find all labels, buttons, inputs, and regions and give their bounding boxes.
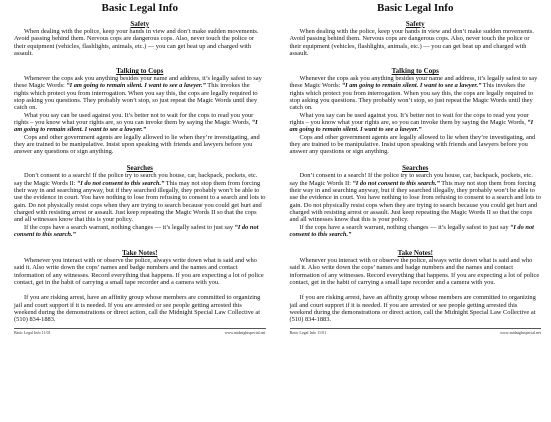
searches-paragraph-2 bbox=[14, 224, 266, 239]
searches-text: Don’t consent to a search! If the police try to search you house, car, backpack, pockets, etc. say the Magic Words II: bbox=[14, 172, 258, 187]
talking-paragraph-1 bbox=[290, 75, 542, 111]
talking-paragraph-2 bbox=[290, 112, 542, 134]
magic-words-quote: “I am going to remain silent. I want to see a lawyer.” bbox=[341, 82, 482, 90]
section-heading-talking: Talking to Cops bbox=[391, 67, 439, 76]
magic-words-quote: “I am going to remain silent. I want to see a lawyer.” bbox=[289, 118, 534, 134]
section-heading-safety: Safety bbox=[405, 20, 425, 28]
searches-paragraph-1 bbox=[14, 172, 266, 223]
talking-text: Whenever the cops ask you anything besides your name and address, it’s legally safest to say these Magic Words: bbox=[14, 75, 262, 90]
searches-text: If the cops have a search warrant, nothing changes — it’s legally safest to just say bbox=[24, 223, 235, 231]
searches-text: This may not stop them from forcing their way in and searching anyway, but if they searched illegally, they probably won’t be able to use the evidence in court. You have nothing to lose from refusing to consent to a search and lots to gain. Do not physically resist cops when they are trying to search because you could get hurt and charged with resisting arrest or assault. Just keep repeating the Magic Words II so that the cops and all witnesses know that this is your policy. bbox=[14, 179, 266, 224]
section-heading-searches: Searches bbox=[402, 164, 429, 173]
footer-rule bbox=[290, 328, 542, 329]
magic-words-ii-quote: “I do not consent to this search.” bbox=[289, 223, 534, 238]
magic-words-ii-quote: “I do not consent to this search.” bbox=[14, 223, 259, 238]
section-heading-talking: Talking to Cops bbox=[116, 67, 164, 76]
safety-paragraph: When dealing with the police, keep your hands in view and don’t make sudden movements. Avoid passing behind them. Nervous cops are dangerous cops. Also, never touch the police or their equipment (vehicles, flashlights, animals, etc.) — you can get beat up and charged with assault. bbox=[14, 28, 259, 57]
footer-left: Basic Legal Info 11/01 bbox=[289, 329, 327, 335]
magic-words-quote: “I am going to remain silent. I want to see a lawyer.” bbox=[14, 118, 258, 134]
footer-url: www.midnightspecial.net bbox=[500, 329, 541, 335]
talking-text: What you say can be used against you. It’s better not to wait for the cops to read you your rights – you know what your rights are, so you can invoke them by saying the Magic Words, bbox=[289, 111, 529, 126]
searches-text: This may not stop them from forcing their way in and searching anyway, but if they searched illegally, they probably won’t be able to use the evidence in court. You have nothing to lose from refusing to consent to a search and lots to gain. Do not physically resist cops when they are trying to search because you could get hurt and charged with resisting arrest or assault. Just keep repeating the Magic Words II so that the cops and all witnesses know that this is your policy. bbox=[289, 179, 541, 224]
searches-paragraph-1 bbox=[290, 172, 542, 223]
notes-paragraph-1: Whenever you interact with or observe the police, always write down what is said and who said it. Also write down the cops’ names and badge numbers and the names and contact information of any witnesses. Record everything that happens. If you are expecting a lot of police contact, get in the habit of carrying a small tape recorder and a camera with you. bbox=[14, 257, 264, 287]
searches-text: Don’t consent to a search! If the police try to search you house, car, backpack, pockets, etc. say the Magic Words II: bbox=[289, 172, 533, 187]
magic-words-ii-quote: “I do not consent to this search.” bbox=[77, 179, 165, 187]
talking-paragraph-3: Cops and other government agents are legally allowed to lie when they’re investigating, and they are trained to be manipulative. Insist upon speaking with friends and lawyers before you answer any questions or sign anything. bbox=[289, 133, 536, 156]
page-title: Basic Legal Info bbox=[377, 2, 454, 14]
section-heading-notes: Take Notes! bbox=[397, 249, 433, 258]
talking-paragraph-2 bbox=[14, 112, 266, 134]
talking-text: Whenever the cops ask you anything besides your name and address, it’s legally safest to say these Magic Words: bbox=[289, 75, 538, 90]
talking-paragraph-1 bbox=[14, 75, 266, 111]
talking-text: What you say can be used against you. It’s better not to wait for the cops to read you your rights – you know what your rights are, so you can invoke them by saying the Magic Words, bbox=[14, 111, 254, 126]
notes-paragraph-2: If you are risking arrest, have an affinity group whose members are committed to organizing jail and court support if it is needed. If you are arrested or see people getting arrested this weekend during the demonstrations or direct action, call the Midnight Special Law Collective at (510) 834-1883. bbox=[14, 294, 261, 324]
section-heading-safety: Safety bbox=[130, 20, 150, 28]
handout-copy-right bbox=[276, 0, 551, 422]
safety-paragraph: When dealing with the police, keep your hands in view and don’t make sudden movements. Avoid passing behind them. Nervous cops are dangerous cops. Also, never touch the police or their equipment (vehicles, flashlights, animals, etc.) — you can get beat up and charged with assault. bbox=[289, 28, 535, 57]
page-title: Basic Legal Info bbox=[101, 2, 178, 14]
talking-text: This invokes the rights which protect you from interrogation. When you say this, the cops are legally required to stop asking you questions. They probably won’t stop, so just repeat the Magic Words until they catch on. bbox=[14, 82, 258, 112]
footer bbox=[290, 330, 542, 335]
footer-left: Basic Legal Info 11/01 bbox=[14, 329, 51, 335]
footer-url: www.midnightspecial.net bbox=[224, 329, 266, 335]
searches-paragraph-2 bbox=[290, 224, 542, 239]
notes-paragraph-1: Whenever you interact with or observe the police, always write down what is said and who said it. Also write down the cops’ names and badge numbers and the names and contact information of any witnesses. Record everything that happens. If you are expecting a lot of police contact, get in the habit of carrying a small tape recorder and a camera with you. bbox=[289, 257, 540, 287]
talking-text: This invokes the rights which protect you from interrogation. When you say this, the cops are legally required to stop asking you questions. They probably won’t stop, so just repeat the Magic Words until they catch on. bbox=[289, 82, 534, 112]
searches-text: If the cops have a search warrant, nothing changes — it’s legally safest to just say bbox=[299, 223, 511, 231]
footer-rule bbox=[14, 328, 266, 329]
talking-paragraph-3: Cops and other government agents are legally allowed to lie when they’re investigating, and they are trained to be manipulative. Insist upon speaking with friends and lawyers before you answer any questions or sign anything. bbox=[14, 133, 260, 156]
notes-paragraph-2: If you are risking arrest, have an affinity group whose members are committed to organizing jail and court support if it is needed. If you are arrested or see people getting arrested this weekend during the demonstrations or direct action, call the Midnight Special Law Collective at (510) 834-1883. bbox=[289, 294, 536, 324]
section-heading-notes: Take Notes! bbox=[122, 249, 158, 258]
section-heading-searches: Searches bbox=[126, 164, 153, 173]
magic-words-ii-quote: “I do not consent to this search.” bbox=[352, 179, 440, 187]
magic-words-quote: “I am going to remain silent. I want to see a lawyer.” bbox=[66, 82, 206, 90]
footer bbox=[14, 330, 266, 335]
